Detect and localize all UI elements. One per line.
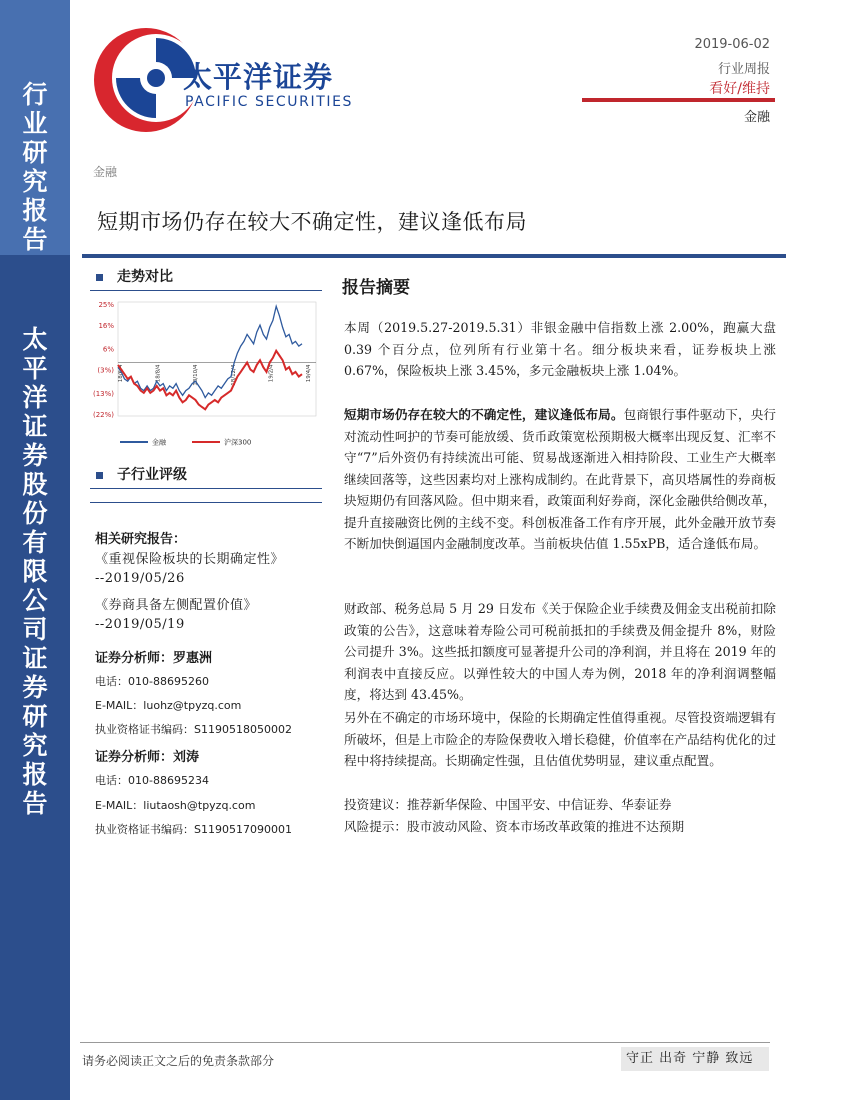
sub-industry-heading — [96, 464, 187, 484]
sector-label: 金融 — [93, 165, 118, 179]
summary-paragraph-2 — [344, 404, 776, 555]
trend-heading-text: 走势对比 — [117, 269, 173, 285]
analyst-1-email: E-MAIL：luohz@tpyzq.com — [95, 699, 242, 712]
related-reports-title: 相关研究报告： — [95, 532, 187, 547]
related-report-1: 《重视保险板块的长期确定性》 — [95, 552, 285, 567]
risk-warning: 风险提示：股市波动风险、资本市场改革政策的推进不达预期 — [344, 819, 685, 834]
y-tick-label: 25% — [98, 301, 114, 309]
summary-paragraph-1: 本周（2019.5.27-2019.5.31）非银金融中信指数上涨 2.00%，跑赢大盘 0.39 个百分点，位列所有行业第十名。细分板块来看，证券板块上涨 0.67%，保险板块上涨 3.45%，多元金融板块上涨 1.04%。 — [344, 320, 776, 378]
report-date: 2019-06-02 — [694, 37, 770, 52]
related-report-2: 《券商具备左侧配置价值》 — [95, 598, 258, 613]
summary-paragraph-2-lead: 短期市场仍存在较大的不确定性，建议逢低布局。 — [344, 407, 624, 422]
analyst-2-phone: 电话：010-88695234 — [95, 774, 209, 787]
sub-industry-line-bottom — [90, 502, 322, 503]
x-tick-label: 18/10/4 — [193, 364, 200, 386]
logo-english-name: PACIFIC SECURITIES — [185, 94, 354, 110]
y-tick-label: (13%) — [92, 389, 114, 398]
analyst-1-cert: 执业资格证书编码：S1190518050002 — [95, 723, 292, 736]
analyst-1-name: 证券分析师：罗惠洲 — [95, 651, 213, 666]
y-tick-label: (22%) — [92, 411, 114, 419]
header-accent-line — [582, 98, 775, 102]
analyst-2-email: E-MAIL：liutaosh@tpyzq.com — [95, 799, 256, 812]
summary-paragraph-4: 另外在不确定的市场环境中，保险的长期确定性值得重视。尽管投资端逻辑有所破坏，但是上市险企的寿险保费收入增长稳健，价值率在产品结构优化的过程中将持续提高。长期确定性强，且估值优势明显，建议重点配置。 — [344, 710, 776, 768]
sub-industry-line-top — [90, 488, 322, 489]
report-sector: 金融 — [743, 110, 770, 125]
analyst-2-name: 证券分析师：刘涛 — [95, 750, 200, 765]
report-rating: 看好/维持 — [709, 81, 770, 97]
chart-frame — [118, 302, 316, 416]
summary-title: 报告摘要 — [342, 278, 410, 298]
summary-paragraph-2-body: 包商银行事件驱动下，央行对流动性呵护的节奏可能放缓、货币政策宽松预期极大概率出现反复、汇率不守“7”后外资仍有持续流出可能、贸易战逐渐进入相持阶段、工业生产大概率继续回落等，这些因素均对上涨构成制约。在此背景下，高贝塔属性的券商板块短期仍有回落风险。但中期来看，政策面利好券商，深化金融供给侧改革，提升直接融资比例的主线不变。科创板准备工作有序开展，此外金融开放节奏不断加快倒逼国内金融制度改革。当前板块估值 1.55xPB，适合逢低布局。 — [344, 407, 777, 551]
summary-paragraph-3: 财政部、税务总局 5 月 29 日发布《关于保险企业手续费及佣金支出税前扣除政策的公告》，这意味着寿险公司可税前抵扣的手续费及佣金提升 8%，财险公司提升 3%。这些抵扣额度可显著提升公司的净利润，并且将在 2019 年的利润表中直接反应。以弹性较大的中国人寿为例，2018 年的净利润调整幅度，将达到 43.45%。 — [344, 601, 776, 702]
footer-disclaimer-note: 请务必阅读正文之后的免责条款部分 — [82, 1054, 275, 1068]
x-tick-label: 18/12/4 — [230, 364, 237, 386]
report-type: 行业周报 — [717, 62, 770, 77]
y-tick-label: 16% — [98, 322, 114, 331]
sub-industry-heading-text: 子行业评级 — [117, 467, 187, 483]
y-tick-label: (3%) — [97, 366, 114, 375]
related-report-1-date: --2019/05/26 — [95, 571, 185, 586]
logo-chinese-name: 太平洋证券 — [183, 60, 334, 94]
report-title: 短期市场仍存在较大不确定性，建议逢低布局 — [97, 210, 527, 234]
x-tick-label: 18/6/4 — [118, 364, 124, 383]
footer-divider — [80, 1042, 770, 1043]
x-tick-label: 19/2/4 — [268, 364, 275, 383]
analyst-1-phone: 电话：010-88695260 — [95, 675, 209, 688]
x-tick-label: 18/8/4 — [155, 364, 162, 383]
trend-heading-line — [90, 290, 322, 291]
bullet-square-icon — [96, 472, 103, 479]
analyst-2-cert: 执业资格证书编码：S1190517090001 — [95, 823, 292, 836]
related-report-2-date: --2019/05/19 — [95, 617, 185, 632]
trend-heading — [96, 266, 173, 286]
y-tick-label: 6% — [102, 345, 114, 354]
x-tick-label: 19/4/4 — [306, 364, 312, 383]
title-divider — [82, 254, 786, 258]
sidebar-report-category: 行业研究报告 — [22, 80, 48, 254]
trend-chart — [88, 296, 323, 456]
bullet-square-icon — [96, 274, 103, 281]
legend-label: 金融 — [152, 438, 166, 447]
sidebar-company-label: 太平洋证券股份有限公司证券研究报告 — [22, 325, 48, 818]
footer-motto: 守正 出奇 宁静 致远 — [621, 1047, 769, 1071]
investment-advice: 投资建议：推荐新华保险、中国平安、中信证券、华泰证券 — [344, 797, 672, 812]
legend-label: 沪深300 — [224, 438, 252, 447]
series-line-finance — [118, 306, 302, 397]
